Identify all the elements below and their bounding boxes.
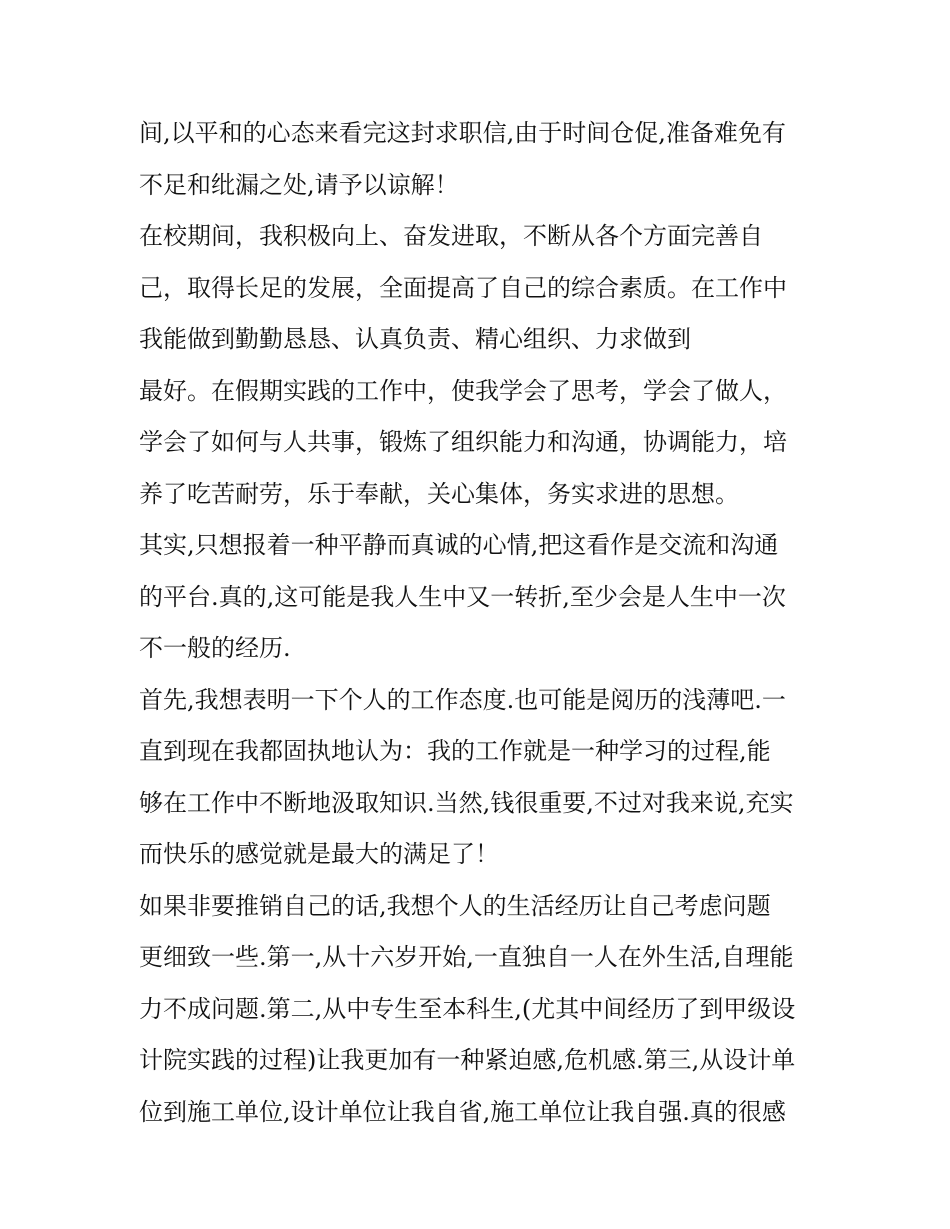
text-line: 不足和纰漏之处,请予以谅解！ [139, 170, 459, 199]
text-line: 的平台.真的,这可能是我人生中又一转折,至少会是人生中一次 [139, 582, 786, 611]
text-line: 学会了如何与人共事，锻炼了组织能力和沟通，协调能力，培 [139, 428, 787, 456]
text-line: 计院实践的过程)让我更加有一种紧迫感,危机感.第三,从设计单 [139, 1046, 796, 1074]
text-line: 不一般的经历. [139, 634, 291, 662]
text-line: 首先,我想表明一下个人的工作态度.也可能是阅历的浅薄吧.一 [139, 685, 786, 714]
text-line: 养了吃苦耐劳，乐于奉献，关心集体，务实求进的思想。 [139, 479, 739, 508]
text-line: 更细致一些.第一,从十六岁开始,一直独自一人在外生活,自理能 [139, 943, 794, 971]
text-line: 我能做到勤勤恳恳、认真负责、精心组织、力求做到 [139, 325, 691, 353]
text-line: 力不成问题.第二,从中专生至本科生,(尤其中间经历了到甲级设 [139, 994, 796, 1023]
body-text [139, 108, 829, 1138]
text-line: 位到施工单位,设计单位让我自省,施工单位让我自强.真的很感 [139, 1097, 786, 1126]
text-line: 其实,只想报着一种平静而真诚的心情,把这看作是交流和沟通 [139, 531, 779, 559]
text-line: 直到现在我都固执地认为：我的工作就是一种学习的过程,能 [139, 737, 771, 765]
text-line: 间,以平和的心态来看完这封求职信,由于时间仓促,准备难免有 [139, 119, 786, 147]
text-line: 够在工作中不断地汲取知识.当然,钱很重要,不过对我来说,充实 [139, 788, 794, 817]
text-line: 如果非要推销自己的话,我想个人的生活经历让自己考虑问题 [139, 891, 771, 920]
text-line: 在校期间，我积极向上、奋发进取，不断从各个方面完善自 [139, 222, 763, 250]
text-line: 而快乐的感觉就是最大的满足了！ [139, 840, 499, 868]
text-line: 最好。在假期实践的工作中，使我学会了思考，学会了做人， [139, 376, 787, 405]
text-line: 己，取得长足的发展，全面提高了自己的综合素质。在工作中 [139, 273, 787, 302]
